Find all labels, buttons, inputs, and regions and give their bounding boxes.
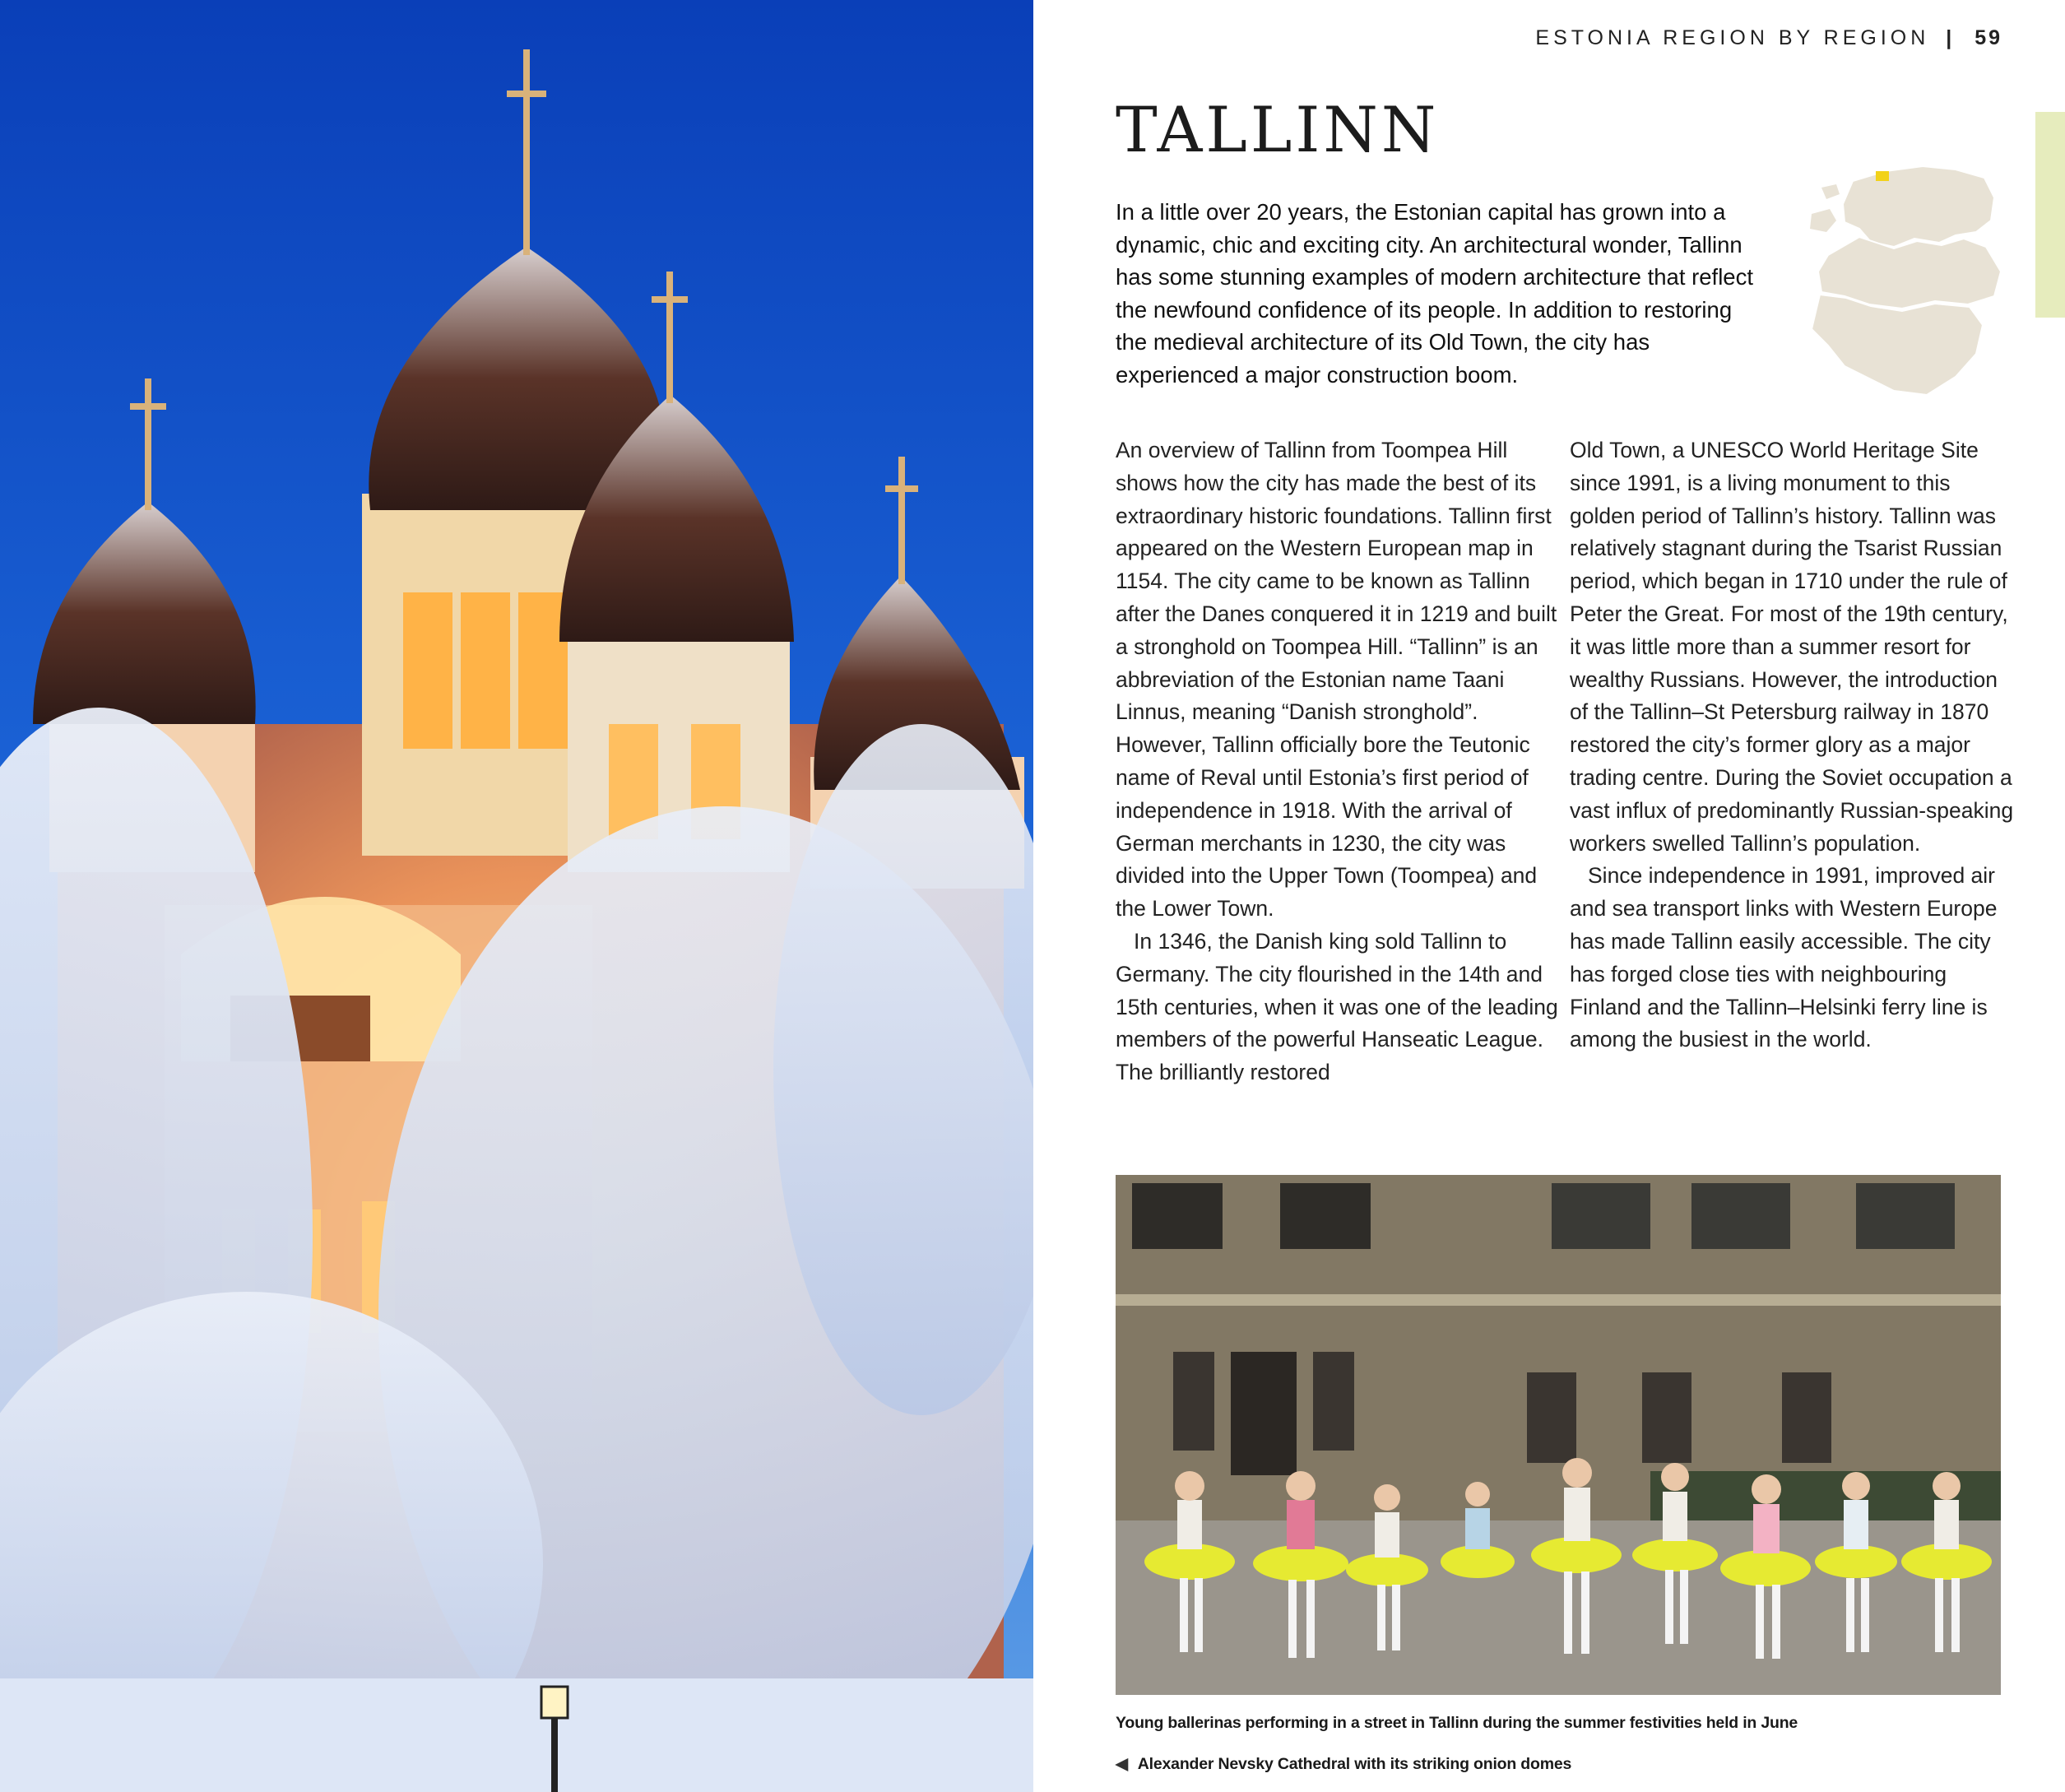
- body-paragraph: In 1346, the Danish king sold Tallinn to Germany. The city flourished in the 14th and 15th centuries, when it was one of the leading members of the powerful Hanseatic League. The brilliantly restored: [1116, 928, 1558, 1085]
- running-header: [1535, 26, 2002, 50]
- page-title: TALLINN: [1116, 93, 1440, 166]
- ballerinas-photo: [1116, 1175, 2001, 1695]
- tallinn-marker: [1876, 171, 1889, 181]
- triangle-left-icon: ◀: [1116, 1755, 1128, 1773]
- section-name: ESTONIA REGION BY REGION: [1535, 26, 1930, 49]
- body-paragraph: An overview of Tallinn from Toompea Hill shows how the city has made the best of its extraordinary historic foundations. Tallinn first appeared on the Western European map in 1154. The city came to be known as Tallinn after the Danes conquered it in 1219 and built a stronghold on Toompea Hill. “Tallinn” is an abbreviation of the Estonian name Taani Linnus, meaning “Danish stronghold”. However, Tallinn officially bore the Teutonic name of Reval until Estonia’s first period of independence in 1918. With the arrival of German merchants in 1230, the city was divided into the Upper Town (Toompea) and the Lower Town.: [1116, 438, 1557, 922]
- map-region-estonia: [1843, 166, 1994, 247]
- header-separator: |: [1946, 26, 1952, 49]
- page-number: 59: [1975, 26, 2002, 49]
- left-photo-caption: [1116, 1754, 1571, 1774]
- body-column-2: [1570, 434, 2018, 1056]
- thumb-tab: [2035, 112, 2065, 318]
- map-region-lithuania: [1812, 295, 1983, 395]
- left-photo-caption-text: Alexander Nevsky Cathedral with its striking onion domes: [1137, 1755, 1572, 1773]
- locator-map: [1779, 156, 2034, 411]
- bottom-photo-caption: Young ballerinas performing in a street in Tallinn during the summer festivities held in June: [1116, 1714, 1798, 1732]
- body-column-1: [1116, 434, 1564, 1089]
- intro-paragraph: In a little over 20 years, the Estonian capital has grown into a dynamic, chic and exciting city. An architectural wonder, Tallinn has some stunning examples of modern architecture that reflect the newfound confidence of its people. In addition to restoring the medieval architecture of its Old Town, the city has experienced a major construction boom.: [1116, 199, 1753, 388]
- body-paragraph: Since independence in 1991, improved air and sea transport links with Western Europe has made Tallinn easily accessible. The city has forged close ties with neighbouring Finland and the Tallinn–Helsinki ferry line is among the busiest in the world.: [1570, 863, 1998, 1052]
- body-paragraph: Old Town, a UNESCO World Heritage Site since 1991, is a living monument to this golden period of Tallinn’s history. Tallinn was relatively stagnant during the Tsarist Russian period, which began in 1710 under the rule of Peter the Great. For most of the 19th century, it was little more than a summer resort for wealthy Russians. However, the introduction of the Tallinn–St Petersburg railway in 1870 restored the city’s former glory as a major trading centre. During the Soviet occupation a vast influx of predominantly Russian-speaking workers swelled Tallinn’s population.: [1570, 438, 2014, 856]
